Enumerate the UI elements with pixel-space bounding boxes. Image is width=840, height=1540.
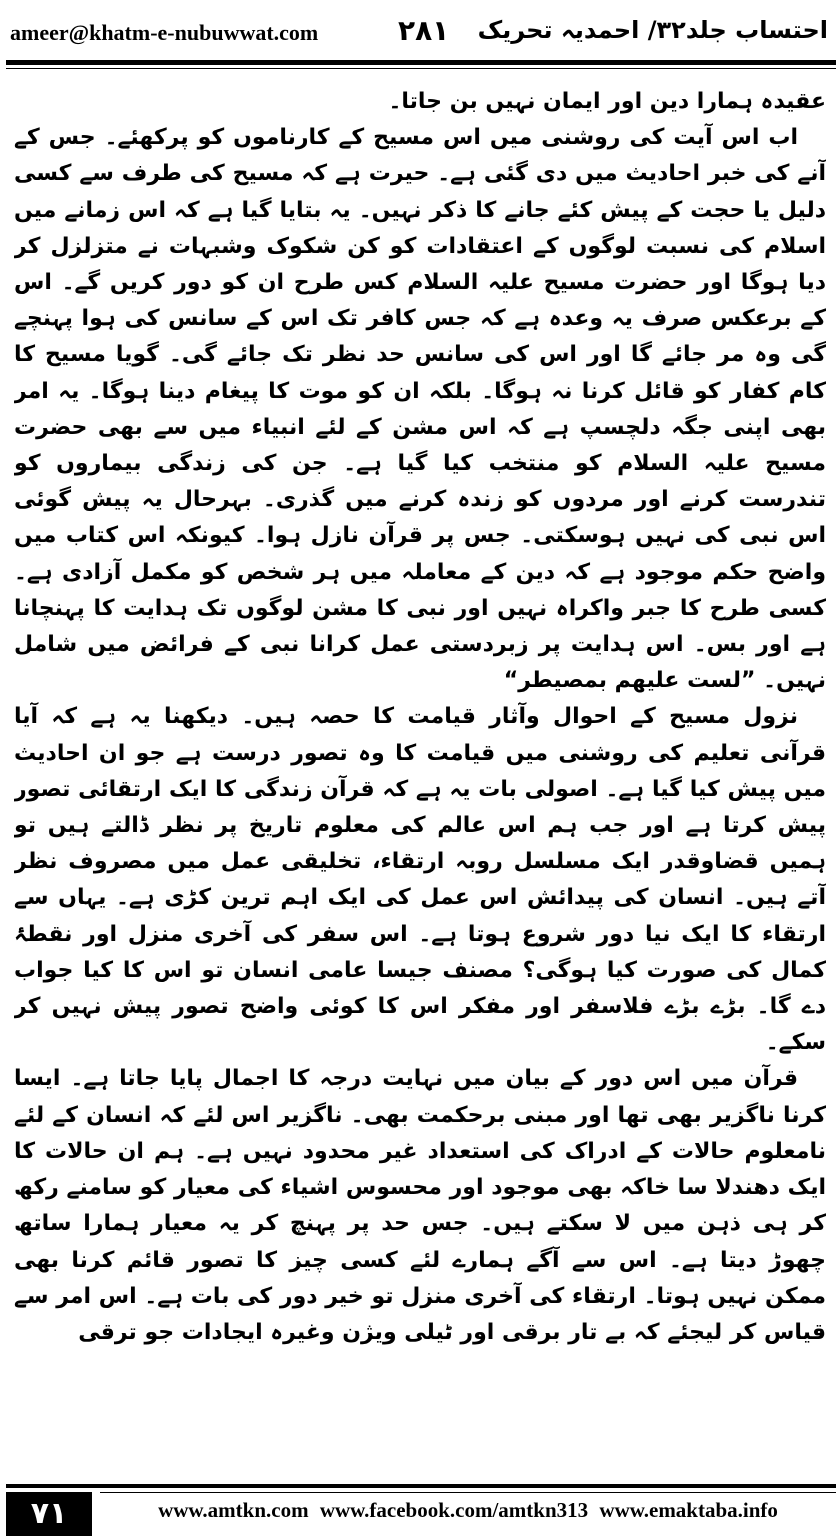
paragraph-2 [14, 120, 826, 699]
footer-rule-thin [100, 1492, 836, 1493]
juz-marker: ۷۱ [6, 1492, 92, 1536]
page-header [0, 0, 840, 66]
footer-links [104, 1498, 832, 1523]
paragraph-3: نزول مسیح کے احوال وآثار قیامت کا حصہ ہیں۔ دیکھنا یہ ہے کہ آیا قرآنی تعلیم کی روشنی میں قیامت کا وہ تصور درست ہے جو ان احادیث میں پیش کیا گیا ہے۔ اصولی بات یہ ہے کہ قرآن زندگی کا ایک ارتقائی تصور پیش کرتا ہے اور جب ہم اس عالم کی معلوم تاریخ پر نظر ڈالتے ہیں تو ہمیں قضاوقدر ایک مسلسل روبہ ارتقاء، تخلیقی عمل میں مصروف نظر آتے ہیں۔ انسان کی پیدائش اس عمل کی ایک اہم ترین کڑی ہے۔ یہاں سے ارتقاء کا ایک نیا دور شروع ہوتا ہے۔ اس سفر کی آخری منزل اور نقطۂ کمال کی صورت کیا ہوگی؟ مصنف جیسا عامی انسان تو اس کا کیا جواب دے گا۔ بڑے بڑے فلاسفر اور مفکر اس کا کوئی واضح تصور پیش نہیں کر سکے۔ [14, 704, 826, 1056]
quranic-quote: ”لست علیھم بمصیطر“ [503, 668, 756, 694]
page-footer [0, 1484, 840, 1540]
header-rule-thin [6, 68, 836, 69]
footer-link-amtkn[interactable]: www.amtkn.com [158, 1498, 309, 1522]
book-title: احتساب جلد۳۲/ احمدیہ تحریک [477, 16, 828, 44]
article-body [14, 84, 826, 1482]
paragraph-2-text: اب اس آیت کی روشنی میں اس مسیح کے کارناموں کو پرکھئے۔ جس کے آنے کی خبر احادیث میں دی گئی ہے۔ حیرت ہے کہ مسیح کی طرف سے کسی دلیل یا حجت کے پیش کئے جانے کا ذکر نہیں۔ یہ بتایا گیا ہے کہ اس زمانے میں اسلام کی نسبت لوگوں کے اعتقادات کو کن شکوک وشبہات نے متزلزل کر دیا ہوگا اور حضرت مسیح علیہ السلام کس طرح ان کو دور کریں گے۔ اس کے برعکس صرف یہ وعدہ ہے کہ جس کافر تک اس کے سانس کی ہوا پہنچے گی وہ مر جائے گا اور اس کی سانس حد نظر تک جائے گی۔ گویا مسیح کا کام کفار کو قائل کرنا نہ ہوگا۔ بلکہ ان کو موت کا پیغام دینا ہوگا۔ یہ امر بھی اپنی جگہ دلچسپ ہے کہ اس مشن کے لئے انبیاء میں سے بھی حضرت مسیح علیہ السلام کو منتخب کیا گیا ہے۔ جن کی زندگی بیماروں کو تندرست کرنے اور مردوں کو زندہ کرنے میں گذری۔ بہرحال یہ پیش گوئی اس نبی کی نہیں ہوسکتی۔ جس پر قرآن نازل ہوا۔ کیونکہ اس کتاب میں واضح حکم موجود ہے کہ دین کے معاملہ میں ہر شخص کو مکمل آزادی ہے۔ کسی طرح کا جبر واکراہ نہیں اور نبی کا مشن لوگوں تک ہدایت کا پہنچانا ہے اور بس۔ اس ہدایت پر زبردستی عمل کرانا نبی کے فرائض میں شامل نہیں۔ [14, 125, 826, 694]
footer-link-facebook[interactable]: www.facebook.com/amtkn313 [319, 1498, 589, 1522]
header-rule-thick [6, 60, 836, 65]
footer-link-emaktaba[interactable]: www.emaktaba.info [599, 1498, 778, 1522]
paragraph-1: عقیدہ ہمارا دین اور ایمان نہیں بن جاتا۔ [388, 89, 826, 114]
footer-rule-thick [6, 1484, 836, 1488]
paragraph-4: قرآن میں اس دور کے بیان میں نہایت درجہ کا اجمال پایا جاتا ہے۔ ایسا کرنا ناگزیر بھی تھا اور مبنی برحکمت بھی۔ ناگزیر اس لئے کہ انسان کے لئے نامعلوم حالات کے ادراک کی استعداد غیر محدود نہیں ہے۔ ہم ان حالات کا ایک دھندلا سا خاکہ بھی موجود اور محسوس اشیاء کی معیار کو سامنے رکھ کر ہی ذہن میں لا سکتے ہیں۔ جس حد پر پہنچ کر یہ معیار ہمارا ساتھ چھوڑ دیتا ہے۔ اس سے آگے ہمارے لئے کسی چیز کا تصور قائم کرنا بھی ممکن نہیں ہوتا۔ ارتقاء کی آخری منزل تو خیر دور کی بات ہے۔ اس امر سے قیاس کر لیجئے کہ بے تار برقی اور ٹیلی ویژن وغیرہ ایجادات جو ترقی [14, 1066, 826, 1345]
page-number: ۲۸۱ [398, 14, 450, 47]
header-email[interactable]: ameer@khatm-e-nubuwwat.com [10, 20, 319, 45]
